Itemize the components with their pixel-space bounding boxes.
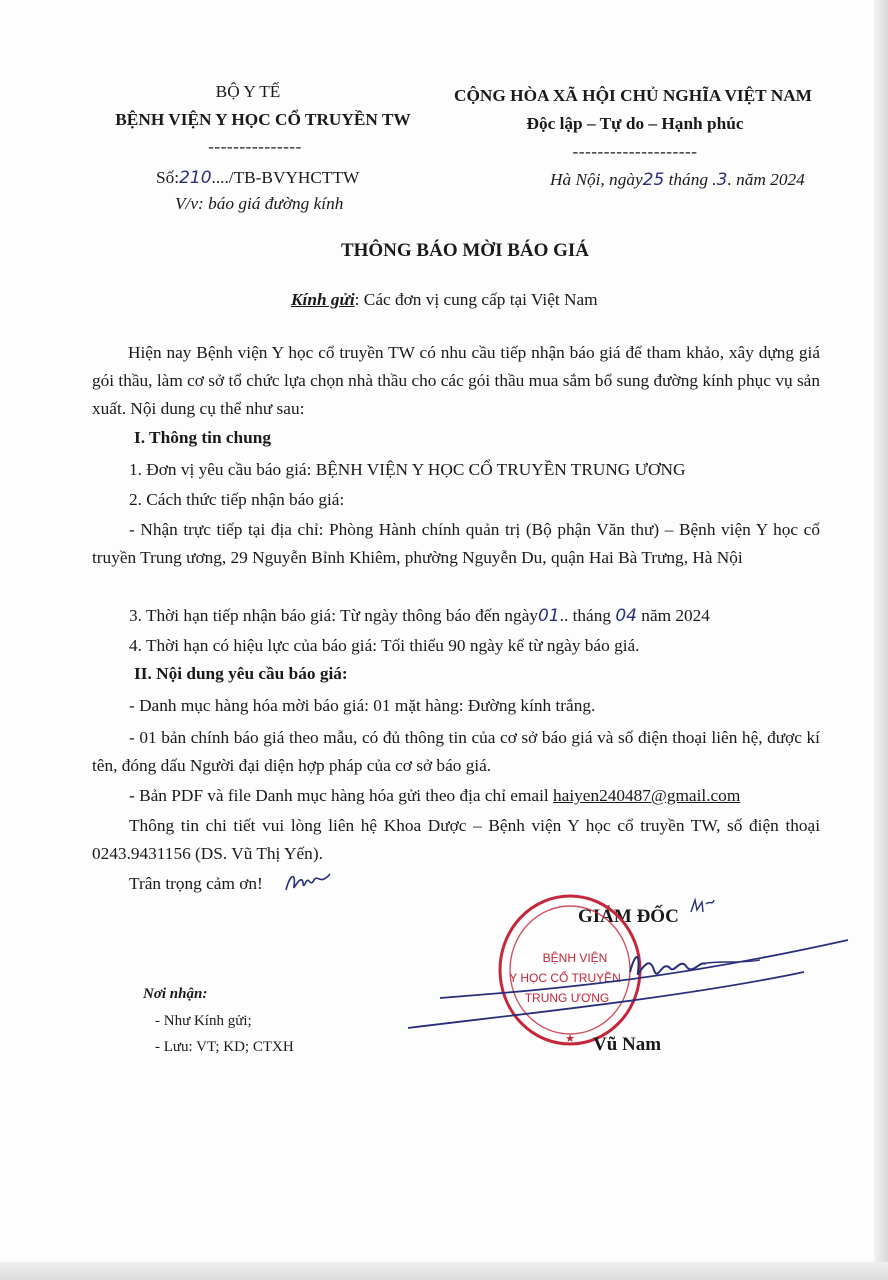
item-3-suffix: năm 2024 bbox=[636, 606, 710, 625]
section-1-item-4: 4. Thời hạn có hiệu lực của báo giá: Tối thiểu 90 ngày kể từ ngày báo giá. bbox=[129, 636, 640, 655]
bullet-3-prefix: - Bản PDF và file Danh mục hàng hóa gửi theo địa chỉ email bbox=[129, 786, 554, 805]
page-edge-shadow bbox=[874, 0, 888, 1280]
document-number-suffix: ..../TB-BVYHCTTW bbox=[211, 168, 360, 187]
recipients-heading bbox=[143, 986, 207, 1003]
header-left-divider: --------------- bbox=[208, 137, 302, 156]
section-1-heading: I. Thông tin chung bbox=[134, 428, 272, 447]
country-name: CỘNG HÒA XÃ HỘI CHỦ NGHĨA VIỆT NAM bbox=[454, 86, 812, 105]
director-name: Vũ Nam bbox=[593, 1034, 662, 1055]
document-title: THÔNG BÁO MỜI BÁO GIÁ bbox=[340, 240, 590, 261]
recipients-label: Nơi nhận bbox=[143, 986, 203, 1002]
item-3-mid: .. tháng bbox=[559, 606, 616, 625]
recipients-colon: : bbox=[202, 986, 208, 1002]
stamp-line-3: TRUNG ƯƠNG bbox=[524, 991, 610, 1005]
position-initials bbox=[688, 896, 718, 918]
section-1-item-2: 2. Cách thức tiếp nhận báo giá: bbox=[129, 490, 345, 509]
date-mid: tháng . bbox=[664, 170, 717, 189]
ministry-name: BỘ Y TẾ bbox=[215, 82, 281, 101]
intro-paragraph: Hiện nay Bệnh viện Y học cổ truyền TW có nhu cầu tiếp nhận báo giá để tham khảo, xây dựng giá gói thầu, làm cơ sở tổ chức lựa chọn nhà thầu cho các gói thầu mua sắm bổ sung đường kính phục vụ sản xuất. Nội dung cụ thể như sau: bbox=[92, 343, 820, 418]
signature-position: GIÁM ĐỐC bbox=[578, 906, 679, 927]
stamp-star: ★ bbox=[565, 1033, 575, 1045]
document-number-label: Số: bbox=[156, 168, 180, 187]
item-3-day-handwritten: 01 bbox=[538, 606, 560, 626]
date-suffix: . năm 2024 bbox=[727, 170, 805, 189]
item-3-month-handwritten: 04 bbox=[615, 606, 637, 626]
section-2-bullet-3 bbox=[129, 786, 740, 806]
date-prefix: Hà Nội, ngày bbox=[550, 170, 643, 189]
initials-signature bbox=[282, 868, 334, 898]
header-right-divider: -------------------- bbox=[572, 142, 698, 161]
stamp-line-1: BỆNH VIỆN bbox=[542, 951, 608, 965]
item-3-prefix: 3. Thời hạn tiếp nhận báo giá: Từ ngày thông báo đến ngày bbox=[129, 606, 539, 625]
page-bottom-shadow bbox=[0, 1262, 888, 1280]
subject-line: V/v: báo giá đường kính bbox=[175, 194, 344, 213]
stamp-line-2: Y HỌC CỔ TRUYỀN bbox=[509, 971, 621, 985]
hospital-name: BỆNH VIỆN Y HỌC CỔ TRUYỀN TW bbox=[115, 110, 411, 129]
recipient-text: : Các đơn vị cung cấp tại Việt Nam bbox=[354, 290, 598, 309]
contact-paragraph: Thông tin chi tiết vui lòng liên hệ Khoa Dược – Bệnh viện Y học cổ truyền TW, số điện thoại 0243.9431156 (DS. Vũ Thị Yến). bbox=[92, 816, 820, 863]
recipient-line bbox=[291, 290, 598, 310]
section-2-heading: II. Nội dung yêu cầu báo giá: bbox=[134, 664, 348, 683]
document-number-handwritten: 210 bbox=[179, 168, 212, 188]
contact-email-link[interactable]: haiyen240487@gmail.com bbox=[553, 786, 741, 805]
national-motto: Độc lập – Tự do – Hạnh phúc bbox=[526, 114, 744, 133]
section-2-bullet-2: - 01 bản chính báo giá theo mẫu, có đủ thông tin của cơ sở báo giá và số điện thoại liên hệ, được kí tên, đóng dấu Người đại diện hợp pháp của cơ sở báo giá. bbox=[92, 728, 820, 775]
section-2-bullet-1: - Danh mục hàng hóa mời báo giá: 01 mặt hàng: Đường kính trắng. bbox=[129, 696, 596, 715]
thanks-line: Trân trọng cảm ơn! bbox=[129, 874, 263, 893]
document-number bbox=[156, 168, 359, 188]
section-1-item-1: 1. Đơn vị yêu cầu báo giá: BỆNH VIỆN Y HỌC CỔ TRUYỀN TRUNG ƯƠNG bbox=[129, 460, 686, 479]
date-day-handwritten: 25 bbox=[642, 170, 665, 190]
recipients-item-2: - Lưu: VT; KD; CTXH bbox=[155, 1039, 294, 1055]
recipients-item-1: - Như Kính gửi; bbox=[155, 1013, 252, 1029]
date-month-handwritten: 3 bbox=[716, 170, 728, 190]
director-signature bbox=[400, 920, 860, 1040]
section-1-item-3 bbox=[129, 606, 710, 626]
section-1-item-2-detail: - Nhận trực tiếp tại địa chỉ: Phòng Hành chính quản trị (Bộ phận Văn thư) – Bệnh viện Y học cổ truyền Trung ương, 29 Nguyễn Bỉnh Khiêm, phường Nguyễn Du, quận Hai Bà Trưng, Hà Nội bbox=[92, 520, 820, 567]
date-line bbox=[550, 170, 805, 190]
recipient-label: Kính gửi bbox=[291, 290, 355, 309]
